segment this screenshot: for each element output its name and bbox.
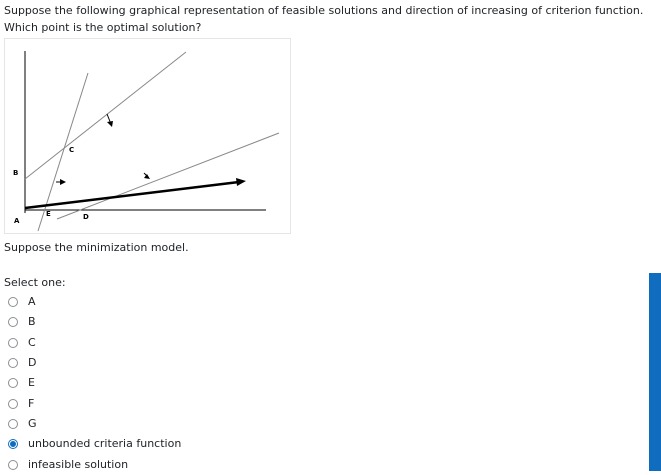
criterion-function-line — [25, 182, 239, 208]
feasible-region-figure — [4, 38, 291, 234]
radio-button[interactable] — [8, 460, 18, 470]
model-note: Suppose the minimization model. — [4, 241, 189, 254]
option-label: E — [28, 376, 35, 390]
option-label: unbounded criteria function — [28, 437, 182, 451]
criterion-arrowhead — [236, 178, 246, 186]
option-d[interactable] — [8, 353, 181, 373]
point-label-b: B — [13, 169, 19, 177]
option-label: A — [28, 295, 36, 309]
point-label-a: A — [14, 217, 20, 225]
option-label: B — [28, 315, 36, 329]
radio-button[interactable] — [8, 317, 18, 327]
option-e[interactable] — [8, 373, 181, 393]
point-label-e: E — [46, 210, 51, 218]
option-label: infeasible solution — [28, 457, 129, 471]
point-label-d: D — [83, 213, 89, 221]
figure-svg — [5, 39, 292, 235]
option-a[interactable] — [8, 292, 181, 312]
option-label: C — [28, 335, 36, 349]
direction-arrowhead-1 — [107, 121, 113, 127]
radio-button[interactable] — [8, 358, 18, 368]
point-label-c: C — [69, 146, 75, 154]
constraint-line-upper — [25, 52, 186, 179]
radio-button[interactable] — [8, 439, 18, 449]
constraint-line-lower — [57, 133, 279, 219]
option-infeasible[interactable] — [8, 454, 181, 474]
radio-button[interactable] — [8, 378, 18, 388]
option-c[interactable] — [8, 333, 181, 353]
direction-arrowhead-2 — [60, 179, 66, 185]
radio-button[interactable] — [8, 419, 18, 429]
select-one-label: Select one: — [4, 276, 66, 289]
option-label: F — [28, 396, 35, 410]
radio-button[interactable] — [8, 399, 18, 409]
question-text: Suppose the following graphical representation of feasible solutions and direction of increasing of criterion function. Which point is the optimal solution? — [4, 4, 644, 34]
constraint-line-steep — [38, 73, 88, 231]
radio-button[interactable] — [8, 338, 18, 348]
answer-options — [8, 292, 181, 475]
option-unbounded[interactable] — [8, 434, 181, 454]
option-b[interactable] — [8, 312, 181, 332]
option-g[interactable] — [8, 414, 181, 434]
side-panel-strip[interactable] — [649, 273, 661, 471]
option-label: G — [28, 416, 37, 430]
radio-button[interactable] — [8, 297, 18, 307]
option-f[interactable] — [8, 393, 181, 413]
direction-arrowhead-3 — [144, 174, 150, 179]
option-label: D — [28, 356, 37, 370]
